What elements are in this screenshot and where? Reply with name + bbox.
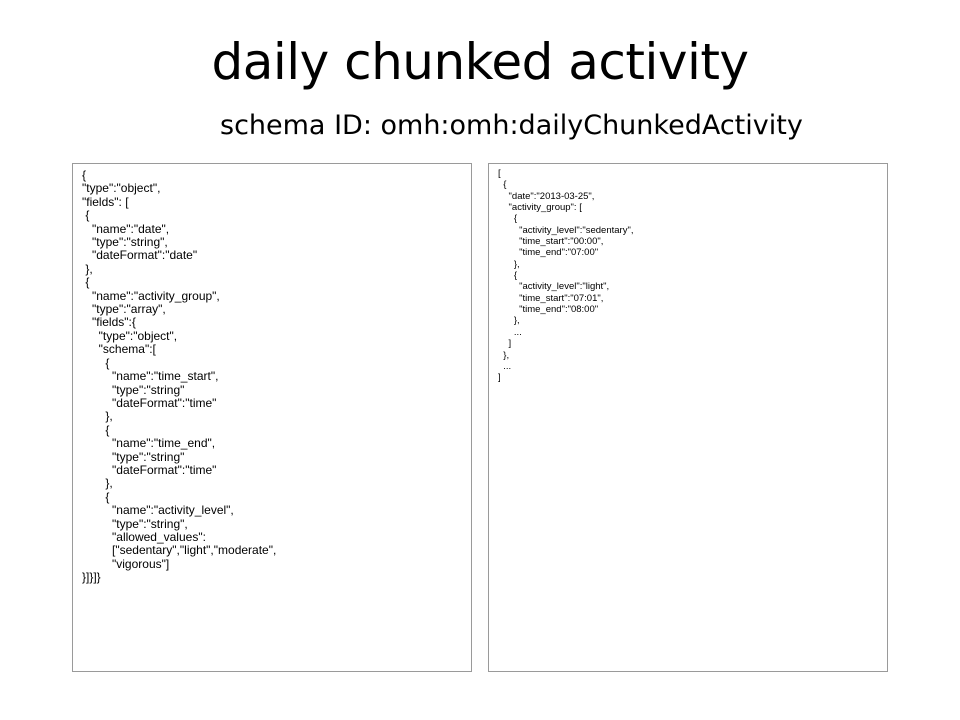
slide-title: daily chunked activity <box>211 33 749 91</box>
schema-definition-code: { "type":"object", "fields": [ { "name":"date", "type":"string", "dateFormat":"date" }, { "name":"activity_group", "type":"array", "fields":{ "type":"object", "schema":[ { "name":"time_start", "type":"string" "dateFormat":"time" }, { "name":"time_end", "type":"string" "dateFormat":"time" }, { "name":"activity_level", "type":"string", "allowed_values": ["sedentary","light","moderate", "vigorous"] }]}]} <box>82 168 277 585</box>
schema-definition-panel <box>72 163 472 672</box>
example-data-panel <box>488 163 888 672</box>
example-data-code: [ { "date":"2013-03-25", "activity_group": [ { "activity_level":"sedentary", "time_start":"00:00", "time_end":"07:00" }, { "activity_level":"light", "time_start":"07:01", "time_end":"08:00" }, ... ] }, ... ] <box>498 168 634 384</box>
schema-id-subtitle: schema ID: omh:omh:dailyChunkedActivity <box>220 110 803 141</box>
